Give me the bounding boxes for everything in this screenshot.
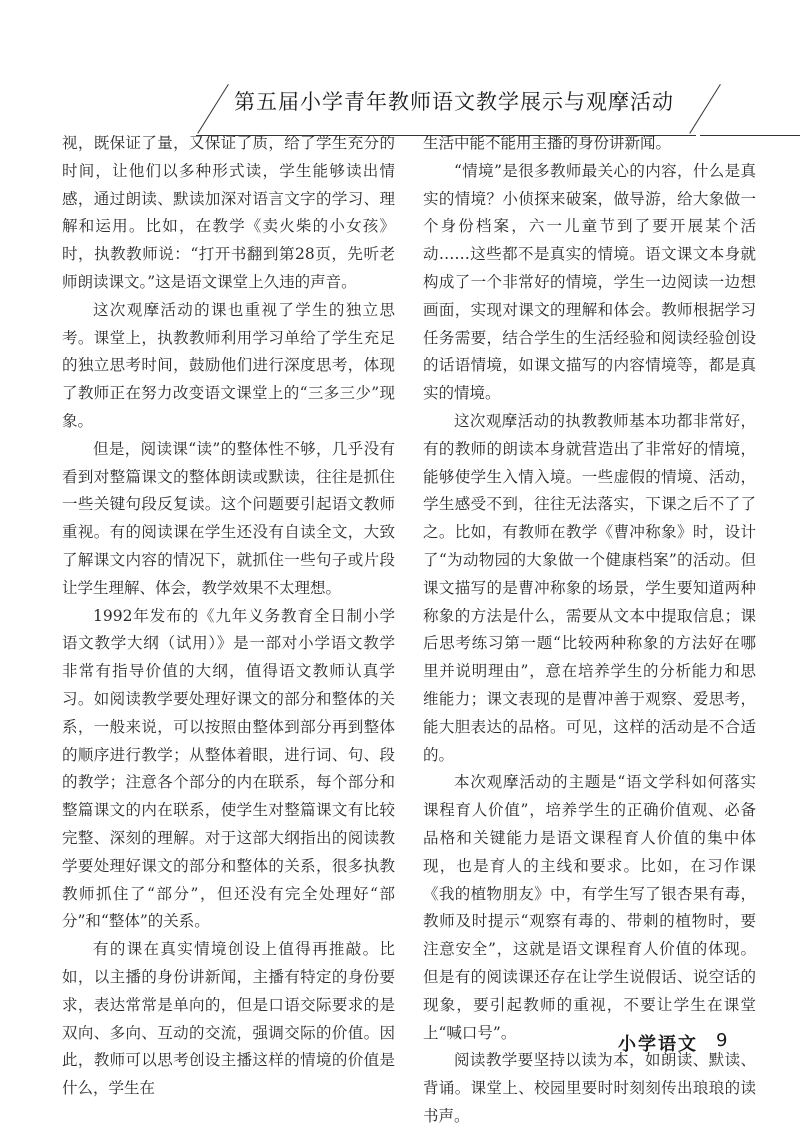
journal-name: 小学语文 — [618, 1034, 698, 1055]
paragraph: 这次观摩活动的执教教师基本功都非常好，有的教师的朗读本身就营造出了非常好的情境，能够使学生入情入境。一些虚假的情境、活动，学生感受不到，往往无法落实，下课之后不了了之。比如，有教师在教学《曹冲称象》时，设计了“为动物园的大象做一个健康档案”的活动。但课文描写的是曹冲称象的场景，学生要知道两种称象的方法是什么，需要从文本中提取信息；课后思考练习第一题“比较两种称象的方法好在哪里并说明理由”，意在培养学生的分析能力和思维能力；课文表现的是曹冲善于观察、爱思考，能大胆表达的品格。可见，这样的活动是不合适的。 — [423, 411, 756, 764]
right-column — [423, 130, 756, 1131]
paragraph: 视，既保证了量，又保证了质，给了学生充分的时间，让他们以多种形式读，学生能够读出情感，通过朗读、默读加深对语言文字的学习、理解和运用。比如，在教学《卖火柴的小女孩》时，执教教师说：“打开书翻到第28页，先听老师朗读课文。”这是语文课堂上久违的声音。 — [62, 134, 395, 291]
header-title: 第五届小学青年教师语文教学展示与观摩活动 — [234, 90, 674, 114]
running-header — [0, 76, 800, 136]
header-slash-right — [689, 84, 721, 134]
page-number: 9 — [716, 1030, 728, 1051]
paragraph: 本次观摩活动的主题是“语文学科如何落实课程育人价值”，培养学生的正确价值观、必备品格和关键能力是语文课程育人价值的集中体现，也是育人的主线和要求。比如，在习作课《我的植物朋友》中，有学生写了银杏果有毒，教师及时提示“观察有毒的、带刺的植物时，要注意安全”，这就是语文课程育人价值的体现。但是有的阅读课还存在让学生说假话、说空话的现象，要引起教师的重视，不要让学生在课堂上“喊口号”。 — [423, 773, 756, 1042]
paragraph: 阅读教学要坚持以读为本，如朗读、默读、背诵。课堂上、校园里要时时刻刻传出琅琅的读书声。 — [423, 1051, 756, 1125]
paragraph: 1992年发布的《九年义务教育全日制小学语文教学大纲（试用）》是一部对小学语文教学非常有指导价值的大纲，值得语文教师认真学习。如阅读教学要处理好课文的部分和整体的关系，一般来说，可以按照由整体到部分再到整体的顺序进行教学；从整体着眼，进行词、句、段的教学；注意各个部分的内在联系，每个部分和整篇课文的内在联系，使学生对整篇课文有比较完整、深刻的理解。对于这部大纲指出的阅读教学要处理好课文的部分和整体的关系，很多执教教师抓住了“部分”，但还没有完全处理好“部分”和“整体”的关系。 — [62, 606, 395, 931]
paragraph: 这次观摩活动的课也重视了学生的独立思考。课堂上，执教教师利用学习单给了学生充足的独立思考时间，鼓励他们进行深度思考，体现了教师正在努力改变语文课堂上的“三多三少”现象。 — [62, 300, 395, 430]
paragraph: 生活中能不能用主播的身份讲新闻。 — [423, 134, 672, 152]
paragraph: 但是，阅读课“读”的整体性不够，几乎没有看到对整篇课文的整体朗读或默读，往往是抓住一些关键句段反复读。这个问题要引起语文教师重视。有的阅读课在学生还没有自读全文，大致了解课文内容的情况下，就抓住一些句子或片段让学生理解、体会，教学效果不太理想。 — [62, 439, 395, 597]
left-column — [62, 130, 395, 1103]
paragraph: “情境”是很多教师最关心的内容，什么是真实的情境？小侦探来破案，做导游，给大象做一个身份档案，六一儿童节到了要开展某个活动……这些都不是真实的情境。语文课文本身就构成了一个非常好的情境，学生一边阅读一边想画面，实现对课文的理解和体会。教师根据学习任务需要，结合学生的生活经验和阅读经验创设的话语情境，如课文描写的内容情境等，都是真实的情境。 — [423, 161, 756, 403]
paragraph: 有的课在真实情境创设上值得再推敲。比如，以主播的身份讲新闻，主播有特定的身份要求，表达常常是单向的，但是口语交际要求的是双向、多向、互动的交流，强调交际的价值。因此，教师可以思考创设主播这样的情境的价值是什么，学生在 — [62, 940, 395, 1098]
